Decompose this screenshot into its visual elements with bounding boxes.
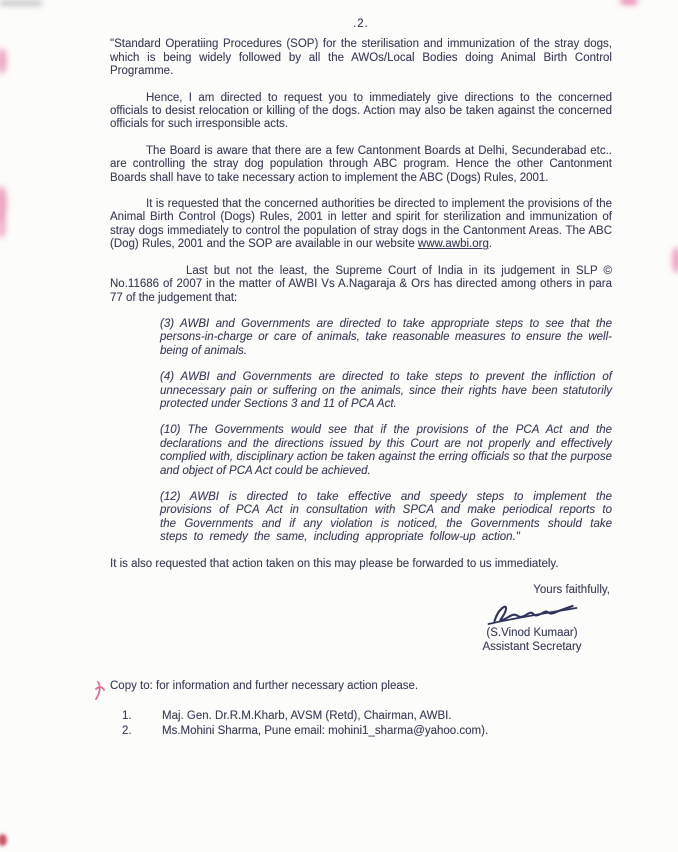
scan-shadow-top-left — [0, 0, 42, 6]
closing-request: It is also requested that action taken on this may please be forwarded to us immediately. — [110, 557, 559, 570]
quote-para-12: (12) AWBI is directed to take effective and speedy steps to implement the provisions of PCA Act in consultation with SPCA and make periodical reports to the Governments and if any violation is noticed, the Governments should take steps to remedy the same, including appropriate follow-up action." — [160, 490, 612, 544]
letter-content — [110, 18, 612, 740]
signatory-title: Assistant Secretary — [482, 640, 582, 653]
signatory-name: (S.Vinod Kumaar) — [486, 627, 578, 640]
recipient-row — [122, 724, 612, 740]
recipient-number: 2. — [122, 725, 132, 738]
quote-para-10: (10) The Governments would see that if the provisions of the PCA Act and the declarations and the directions issued by this Court are not properly and effectively complied with, disciplinary action be taken against the erring officials so that the purpose and object of PCA Act could be achieved. — [160, 424, 612, 477]
pink-pen-mark — [92, 680, 106, 702]
recipient-list — [110, 709, 612, 740]
recipient-number: 1. — [122, 709, 132, 722]
para-abc-rules-text: It is requested that the concerned authorities be directed to implement the provisions of the Animal Birth Control (Dogs) Rules, 2001 in letter and spirit for sterilization and immunization of stray dogs immediately to control the population of stray dogs in the Cantonment Areas. The ABC (Dog) Rules, 2001 and the SOP are available in our website — [110, 198, 612, 251]
para-cantonment-boards: The Board is aware that there are a few Cantonment Boards at Delhi, Secunderabad etc.. are controlling the stray dog population through ABC program. Hence the other Cantonment Boards shall have to take necessary action to implement the ABC (Dogs) Rules, 2001. — [110, 144, 612, 184]
judgement-quotes — [160, 318, 612, 545]
scan-dot-bottom-left — [0, 834, 7, 846]
recipient-text: Ms.Mohini Sharma, Pune email: mohini1_sharma@yahoo.com). — [162, 725, 489, 738]
quote-para-3: (3) AWBI and Governments are directed to take appropriate steps to see that the persons-in-charge or care of animals, take reasonable measures to ensure the well-being of animals. — [160, 317, 612, 357]
website-link[interactable]: www.awbi.org — [417, 238, 489, 251]
quote-para-4: (4) AWBI and Governments are directed to take steps to prevent the infliction of unnecessary pain or suffering on the animals, since their rights have been statutorily protected under Sections 3 and 11 of PCA Act. — [160, 371, 612, 410]
handwritten-signature — [482, 599, 582, 629]
recipient-row — [122, 709, 612, 725]
para-sop: "Standard Operatiing Procedures (SOP) for the sterilisation and immunization of the stray dogs, which is being widely followed by all the AWOs/Local Bodies doing Animal Birth Control Programme. — [110, 38, 612, 78]
recipient-text: Maj. Gen. Dr.R.M.Kharb, AVSM (Retd), Chairman, AWBI. — [162, 709, 452, 722]
valediction: Yours faithfully, — [533, 584, 610, 596]
signature-block — [452, 584, 612, 654]
scan-smudge-left-top — [0, 48, 7, 74]
scan-smudge-left-mid — [0, 186, 7, 220]
scan-smudge-right-edge — [672, 247, 678, 273]
page-number: .2. — [353, 18, 369, 30]
para-abc-rules — [110, 198, 612, 252]
para-abc-rules-period: . — [488, 238, 493, 251]
scan-smudge-left-mid-2 — [0, 214, 6, 238]
para-hence-request: Hence, I am directed to request you to immediately give directions to the concerned officials to desist relocation or killing of the dogs. Action may also be taken against the concerned officials for such irresponsible acts. — [110, 91, 612, 131]
scan-smudge-top-right — [620, 0, 638, 5]
copy-to-line: Copy to: for information and further necessary action please. — [110, 680, 419, 693]
para-supreme-court: Last but not the least, the Supreme Court of India in its judgement in SLP © No.11686 of 2007 in the matter of AWBI Vs A.Nagaraja & Ors has directed among others in para 77 of the judgement that: — [110, 264, 612, 304]
